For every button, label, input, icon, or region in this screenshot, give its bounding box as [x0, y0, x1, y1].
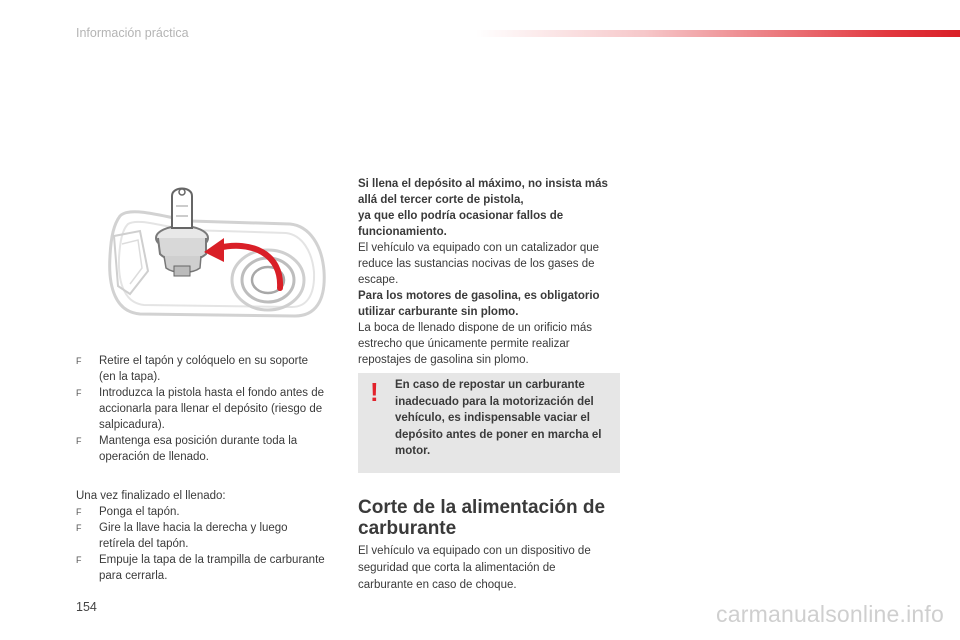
bullet-icon: F	[76, 356, 82, 366]
bullet-icon: F	[76, 388, 82, 398]
list-item: F Empuje la tapa de la trampilla de carburante para cerrarla.	[76, 554, 325, 582]
max-fill-warning: Si llena el depósito al máximo, no insista más allá del tercer corte de pistola,	[358, 178, 608, 206]
wrong-fuel-warning-text: En caso de repostar un carburante inadecuado para la motorización del vehículo, es indispensable vaciar el depósito antes de poner en marcha el motor.	[395, 379, 602, 457]
bullet-icon: F	[76, 555, 82, 565]
section-paragraph: El vehículo va equipado con un dispositivo de seguridad que corta la alimentación de carburante en caso de choque.	[358, 545, 591, 591]
exclamation-icon: !	[370, 377, 379, 407]
fuel-procedure-steps	[76, 353, 326, 465]
filler-paragraph: La boca de llenado dispone de un orificio más estrecho que únicamente permite realizar repostajes de gasolina sin plomo.	[358, 322, 592, 366]
after-refuel-steps	[76, 504, 326, 584]
list-item: F Retire el tapón y colóquelo en su soporte (en la tapa).	[76, 355, 309, 383]
fuel-cap-removal-illustration	[100, 176, 332, 326]
list-item: F Ponga el tapón.	[76, 506, 180, 518]
catalyst-paragraph: El vehículo va equipado con un catalizador que reduce las sustancias nocivas de los gases de escape.	[358, 242, 600, 286]
bullet-icon: F	[76, 507, 82, 517]
fuel-information-text	[358, 176, 623, 368]
section-heading: Corte de la alimentación de carburante	[358, 497, 606, 539]
header-accent-bar	[476, 30, 960, 37]
unleaded-requirement: Para los motores de gasolina, es obligatorio utilizar carburante sin plomo.	[358, 290, 600, 318]
page-section-title: Información práctica	[76, 26, 189, 40]
page-number: 154	[76, 600, 97, 614]
after-refuel-heading: Una vez finalizado el llenado:	[76, 490, 226, 502]
malfunction-warning: ya que ello podría ocasionar fallos de funcionamiento.	[358, 210, 564, 238]
list-item: F Introduzca la pistola hasta el fondo antes de accionarla para llenar el depósito (riesgo de salpicadura).	[76, 387, 325, 431]
list-item: F Gire la llave hacia la derecha y luego retírela del tapón.	[76, 522, 288, 550]
list-item: F Mantenga esa posición durante toda la operación de llenado.	[76, 435, 298, 463]
wrong-fuel-warning-box	[358, 373, 620, 473]
site-watermark: carmanualsonline.info	[716, 601, 944, 627]
bullet-icon: F	[76, 436, 82, 446]
bullet-icon: F	[76, 523, 82, 533]
